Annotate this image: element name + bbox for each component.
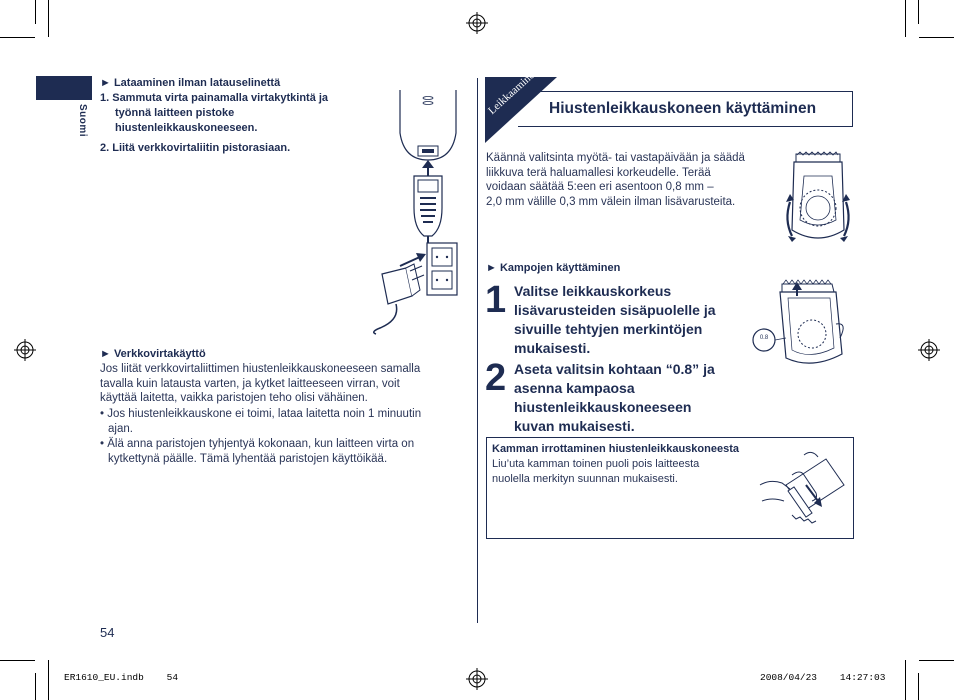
dial-setting-label: 0.8 [759, 335, 769, 341]
comb-removal-text: Liu’uta kamman toinen puoli pois laitteesta nuolella merkityn suunnan mukaisesti. [492, 458, 700, 485]
language-tab [36, 76, 92, 100]
language-label: Suomi [77, 104, 88, 138]
comb-heading: ► Kampojen käyttäminen [486, 262, 621, 274]
registration-mark-left-icon [14, 339, 36, 361]
section-tab-label: Leikkaaminen [486, 65, 541, 117]
section-title: Hiustenleikkauskoneen käyttäminen [549, 100, 817, 117]
clipper-dial-illustration [782, 150, 854, 248]
step-1-number: 1 [485, 279, 507, 321]
mains-bullet-1: • Jos hiustenleikkauskone ei toimi, lataa laitetta noin 1 minuutin ajan. [100, 408, 422, 435]
charging-heading: ► Lataaminen ilman latauselinettä [100, 77, 281, 89]
registration-mark-bottom-icon [466, 668, 488, 690]
page-number: 54 [100, 625, 115, 640]
comb-step-1: Valitse leikkauskorkeus lisävarusteiden sisäpuolelle ja sivuille tehtyjen merkintöjen mukaisesti. [514, 283, 716, 356]
comb-step-2: Aseta valitsin kohtaan “0.8” ja asenna kampaosa hiustenleikkauskoneeseen kuvan mukaisesti. [514, 361, 715, 434]
charging-step-1: 1. Sammuta virta painamalla virtakytkintä ja työnnä laitteen pistoke hiustenleikkauskoneeseen. [100, 92, 329, 134]
charging-illustration [370, 88, 470, 338]
footer-file: ER1610_EU.indb 54 [64, 672, 179, 683]
column-divider [477, 78, 478, 623]
step-2-number: 2 [485, 357, 507, 399]
registration-mark-right-icon [918, 339, 940, 361]
intro-paragraph: Käännä valitsinta myötä- tai vastapäivään ja säädä liikkuva terä haluamallesi korkeudelle. Terää voidaan säätää 5:een eri asentoon 0,8 mm – 2,0 mm välille 0,3 mm välein ilman lisävarusteita. [486, 152, 745, 208]
comb-removal-heading: Kamman irrottaminen hiustenleikkauskoneesta [492, 443, 739, 455]
footer-timestamp: 2008/04/23 14:27:03 [760, 672, 886, 683]
comb-removal-illustration [756, 445, 848, 531]
mains-bullet-2: • Älä anna paristojen tyhjentyä kokonaan, kun laitteen virta on kytkettynä päälle. Tämä lyhentää paristojen käyttöikää. [100, 438, 415, 465]
comb-attach-illustration [752, 274, 852, 374]
mains-paragraph: Jos liität verkkovirtaliittimen hiustenleikkauskoneeseen samalla tavalla kuin latausta varten, ja kytket laitteeseen virran, voit käyttää laitetta, vaikka paristojen teho olisi vähäinen. [100, 363, 421, 404]
registration-mark-top-icon [466, 12, 488, 34]
mains-heading: ► Verkkovirtakäyttö [100, 348, 206, 360]
charging-step-2: 2. Liitä verkkovirtaliitin pistorasiaan. [100, 142, 291, 154]
